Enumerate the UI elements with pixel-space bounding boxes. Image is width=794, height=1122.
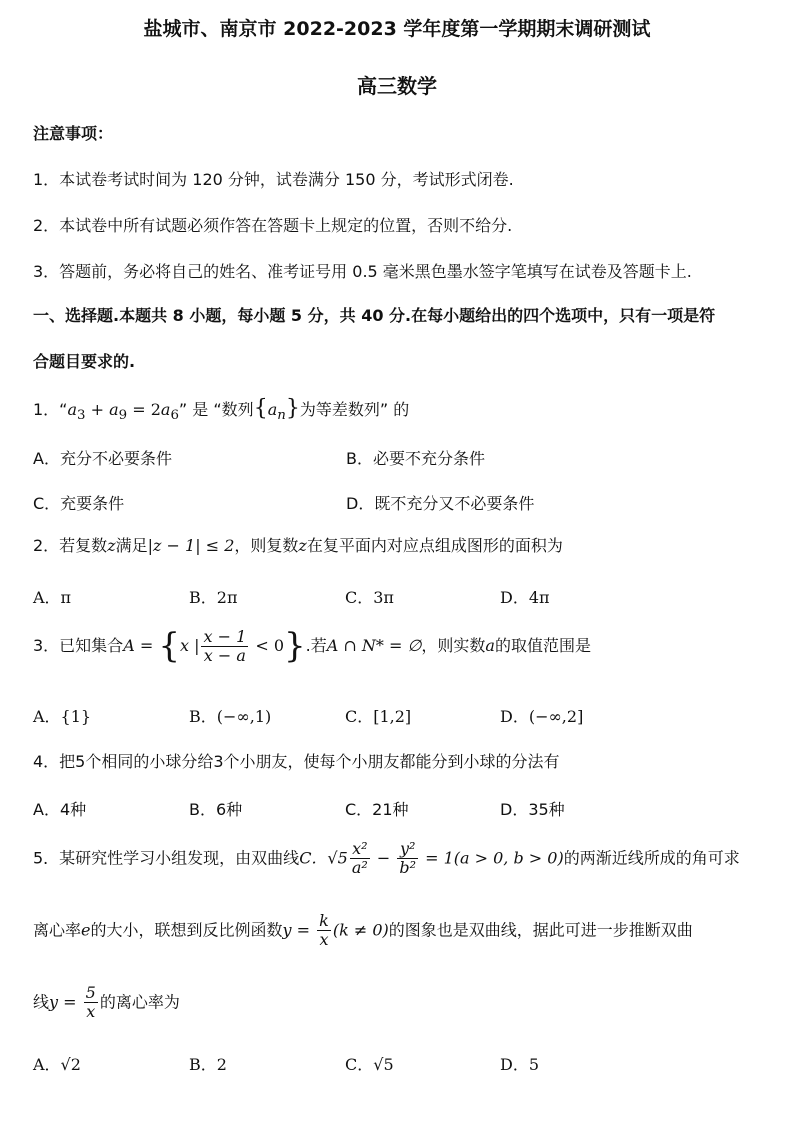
q2-abs: |z − 1| ≤ 2 bbox=[147, 536, 235, 555]
notice-item-2: 2．本试卷中所有试题必须作答在答题卡上规定的位置，否则不给分. bbox=[33, 216, 513, 235]
q4-option-b: B．6种 bbox=[189, 800, 243, 819]
q1-a3: a bbox=[67, 400, 78, 419]
question-5-line3 bbox=[33, 984, 180, 1022]
q5-option-c: C．√5 bbox=[345, 1055, 394, 1074]
q2-z2: z bbox=[298, 536, 307, 555]
exam-subtitle: 高三数学 bbox=[357, 74, 437, 98]
q4-option-d: D．35种 bbox=[500, 800, 565, 819]
q5-option-a: A．√2 bbox=[33, 1055, 81, 1074]
question-5-line2 bbox=[33, 912, 693, 950]
q3-lt0: < 0 bbox=[250, 635, 285, 655]
q5-y2: y = bbox=[49, 992, 82, 1012]
q5-minus: − bbox=[371, 848, 396, 868]
q1-sub3: 3 bbox=[77, 408, 86, 424]
q5-tail1: 的两渐近线所成的角可求 bbox=[563, 848, 740, 868]
q5-k-den: x bbox=[319, 930, 329, 950]
q5-frac-5 bbox=[84, 984, 98, 1022]
q1-tail: 为等差数列” 的 bbox=[299, 400, 410, 419]
q3-pre: 3．已知集合 bbox=[33, 635, 124, 655]
q3-frac-den: x − a bbox=[203, 645, 246, 665]
q5-fx-den: a² bbox=[351, 858, 368, 878]
q2-tail: 在复平面内对应点组成图形的面积为 bbox=[306, 536, 563, 555]
question-5-line1 bbox=[33, 840, 740, 878]
q1-plus: + bbox=[85, 400, 110, 419]
q2-option-a: A．π bbox=[33, 588, 72, 607]
q2-option-b: B．2π bbox=[189, 588, 238, 607]
q1-a9: a bbox=[109, 400, 119, 419]
q2-mid: ，则复数 bbox=[234, 536, 299, 555]
q5-fx-num: x² bbox=[350, 840, 370, 859]
q1-an: a bbox=[267, 400, 278, 419]
q5-y: y = bbox=[282, 920, 316, 940]
section-heading-line1: 一、选择题.本题共 8 小题，每小题 5 分，共 40 分.在每小题给出的四个选项中，只有一项是符 bbox=[33, 306, 716, 325]
q3-tail2: 的取值范围是 bbox=[494, 635, 591, 655]
q3-option-b: B．(−∞,1) bbox=[189, 707, 272, 726]
q1-option-d: D．既不充分又不必要条件 bbox=[346, 494, 535, 513]
q3-tail: ，则实数 bbox=[421, 635, 486, 655]
q5-k-num: k bbox=[319, 911, 329, 930]
q5-pre: 5．某研究性学习小组发现，由双曲线 bbox=[33, 848, 300, 868]
question-1-stem: 1．“$a_3 + a_9 = 2a_6$” 是 “数列$\{a_n\}$为等差数列” 的 bbox=[33, 396, 410, 424]
q5-C: C．√5 bbox=[299, 848, 348, 868]
q1-sub6: 6 bbox=[170, 408, 179, 424]
q2-pre: 2．若复数 bbox=[33, 536, 108, 555]
q3-option-a: A．{1} bbox=[33, 707, 92, 726]
q5-l3tail: 的离心率为 bbox=[99, 992, 180, 1012]
q2-option-d: D．4π bbox=[500, 588, 550, 607]
q5-option-d: D．5 bbox=[500, 1055, 540, 1074]
q1-sub9: 9 bbox=[118, 408, 128, 424]
q5-frac-y bbox=[397, 840, 418, 878]
notice-item-3: 3．答题前，务必将自己的姓名、准考证号用 0.5 毫米黑色墨水签字笔填写在试卷及答题卡上. bbox=[33, 262, 692, 281]
q5-frac-k bbox=[317, 912, 331, 950]
q5-f5-num: 5 bbox=[85, 983, 96, 1002]
q1-subn: n bbox=[277, 408, 286, 424]
q3-setA: A = bbox=[123, 635, 159, 655]
q3-option-d: D．(−∞,2] bbox=[500, 707, 584, 726]
q5-l2tail: 的图象也是双曲线，据此可进一步推断双曲 bbox=[388, 920, 693, 940]
section-heading-line2: 合题目要求的. bbox=[33, 352, 136, 371]
exam-title: 盐城市、南京市 2022-2023 学年度第一学期期末调研测试 bbox=[143, 18, 651, 40]
question-4-stem: 4．把5个相同的小球分给3个小朋友，使每个小朋友都能分到小球的分法有 bbox=[33, 752, 560, 771]
q5-l3pre: 线 bbox=[33, 992, 50, 1012]
q3-fraction bbox=[201, 628, 248, 666]
notice-item-1: 1．本试卷考试时间为 120 分钟，试卷满分 150 分，考试形式闭卷. bbox=[33, 170, 514, 189]
q5-fy-den: b² bbox=[399, 858, 416, 878]
q1-option-b: B．必要不充分条件 bbox=[346, 449, 485, 468]
q4-option-a: A．4种 bbox=[33, 800, 87, 819]
q5-frac-x bbox=[350, 840, 370, 878]
q1-mid: ” 是 “数列 bbox=[178, 400, 254, 419]
question-3-stem: 3．已知集合A = {x | $\frac{x - 1}{x - a}$ < 0}.若A ∩ N* = ∅，则实数a的取值范围是 bbox=[33, 626, 591, 666]
q5-e: e bbox=[81, 920, 91, 940]
q2-option-c: C．3π bbox=[345, 588, 394, 607]
q3-option-c: C．[1,2] bbox=[345, 707, 412, 726]
q4-option-c: C．21种 bbox=[345, 800, 409, 819]
q1-option-a: A．充分不必要条件 bbox=[33, 449, 172, 468]
notice-heading: 注意事项： bbox=[33, 124, 114, 143]
q3-x: x | bbox=[179, 635, 200, 655]
q3-a: a bbox=[485, 635, 495, 655]
q3-frac-num: x − 1 bbox=[203, 626, 247, 646]
question-2-stem bbox=[33, 536, 563, 555]
q1-a6: a bbox=[160, 400, 171, 419]
q2-cond: 满足 bbox=[115, 536, 148, 555]
q2-z1: z bbox=[107, 536, 116, 555]
q5-l2mid: 的大小，联想到反比例函数 bbox=[90, 920, 283, 940]
q5-fy-num: y² bbox=[397, 840, 418, 859]
q1-number: 1．“ bbox=[33, 400, 68, 419]
q3-intersection: A ∩ N* = ∅ bbox=[326, 635, 422, 655]
q5-option-b: B．2 bbox=[189, 1055, 227, 1074]
q5-l2pre: 离心率 bbox=[33, 920, 82, 940]
q5-eq: = 1(a > 0, b > 0) bbox=[420, 848, 564, 868]
q5-kcond: (k ≠ 0) bbox=[332, 920, 389, 940]
q1-option-c: C．充要条件 bbox=[33, 494, 125, 513]
q3-mid: .若 bbox=[305, 635, 327, 655]
q5-f5-den: x bbox=[86, 1002, 96, 1022]
q1-eq: = 2 bbox=[127, 400, 161, 419]
